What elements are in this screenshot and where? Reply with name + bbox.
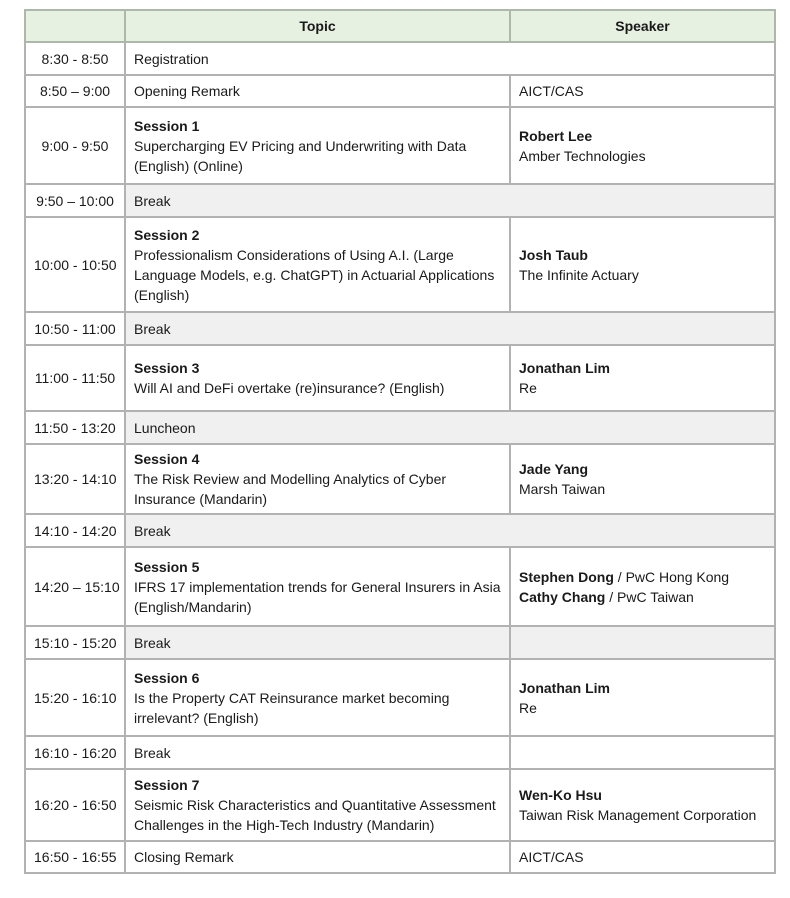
session-label: Session 2 (134, 226, 200, 243)
agenda-row (25, 444, 775, 514)
session-label: Session 7 (134, 777, 200, 793)
speaker-name: Josh Taub (519, 246, 588, 263)
topic-cell (125, 217, 510, 312)
time-cell: 15:20 - 16:10 (25, 659, 125, 736)
agenda-row (25, 345, 775, 411)
topic-cell: Break (125, 514, 775, 547)
topic-cell: Registration (125, 42, 775, 75)
session-title: IFRS 17 implementation trends for General Insurers in Asia (English/Mandarin) (134, 578, 501, 615)
time-cell: 13:20 - 14:10 (25, 444, 125, 514)
time-cell: 11:00 - 11:50 (25, 345, 125, 411)
topic-cell (125, 345, 510, 411)
speaker-line (519, 358, 766, 378)
speaker-cell (510, 626, 775, 659)
speaker-org: Marsh Taiwan (519, 481, 606, 497)
time-cell: 14:10 - 14:20 (25, 514, 125, 547)
topic-cell (125, 547, 510, 626)
session-title: Seismic Risk Characteristics and Quantitative Assessment Challenges in the High-Tech Industry (Mandarin) (134, 797, 496, 833)
speaker-cell (510, 659, 775, 736)
speaker-name: Cathy Chang (519, 588, 606, 605)
session-title: Professionalism Considerations of Using A.I. (Large Language Models, e.g. ChatGPT) in Actuarial Applications (English) (134, 246, 495, 303)
topic-cell: Break (125, 184, 775, 217)
session-label: Session 5 (134, 558, 200, 575)
speaker-cell (510, 769, 775, 841)
session-title: Supercharging EV Pricing and Underwriting with Data (English) (Online) (134, 137, 467, 174)
speaker-line: Stephen Dong / PwC Hong Kong (519, 568, 730, 585)
header-topic: Topic (125, 10, 510, 42)
agenda-table (24, 9, 776, 874)
topic-cell (125, 444, 510, 514)
agenda-row (25, 769, 775, 841)
speaker-org: PwC Taiwan (617, 588, 694, 605)
time-cell: 9:50 – 10:00 (25, 184, 125, 217)
agenda-body (25, 42, 775, 873)
agenda-row (25, 659, 775, 736)
agenda-row (25, 75, 775, 107)
topic-cell: Opening Remark (125, 75, 510, 107)
speaker-line (519, 678, 766, 698)
speaker-org: PwC Hong Kong (625, 568, 730, 585)
speaker-cell (510, 444, 775, 514)
speaker-org: Amber Technologies (519, 147, 646, 164)
time-cell: 8:30 - 8:50 (25, 42, 125, 75)
speaker-name: Robert Lee (519, 127, 593, 144)
agenda-row (25, 841, 775, 873)
time-cell: 16:10 - 16:20 (25, 736, 125, 769)
speaker-org: Re (519, 380, 537, 396)
speaker-line (519, 126, 766, 146)
speaker-org: The Infinite Actuary (519, 266, 639, 283)
topic-cell (125, 107, 510, 184)
topic-cell: Closing Remark (125, 841, 510, 873)
agenda-row (25, 411, 775, 444)
time-cell: 16:20 - 16:50 (25, 769, 125, 841)
speaker-org: Taiwan Risk Management Corporation (519, 807, 757, 823)
agenda-row (25, 626, 775, 659)
agenda-row (25, 736, 775, 769)
speaker-cell (510, 107, 775, 184)
topic-cell: Break (125, 736, 510, 769)
speaker-cell: AICT/CAS (510, 841, 775, 873)
speaker-cell (510, 547, 775, 626)
speaker-line (519, 245, 766, 265)
agenda-row (25, 42, 775, 75)
agenda-row (25, 312, 775, 345)
topic-cell: Break (125, 312, 775, 345)
speaker-line: Cathy Chang / PwC Taiwan (519, 588, 694, 605)
time-cell: 14:20 – 15:10 (25, 547, 125, 626)
speaker-name: Jade Yang (519, 461, 589, 477)
session-label: Session 3 (134, 360, 200, 376)
time-cell: 15:10 - 15:20 (25, 626, 125, 659)
agenda-row (25, 184, 775, 217)
session-title: Is the Property CAT Reinsurance market becoming irrelevant? (English) (134, 689, 450, 726)
time-cell: 16:50 - 16:55 (25, 841, 125, 873)
time-cell: 10:50 - 11:00 (25, 312, 125, 345)
time-cell: 10:00 - 10:50 (25, 217, 125, 312)
speaker-name: Jonathan Lim (519, 679, 611, 696)
speaker-cell (510, 345, 775, 411)
speaker-line (519, 459, 766, 479)
topic-cell: Break (125, 626, 510, 659)
time-cell: 9:00 - 9:50 (25, 107, 125, 184)
agenda-row (25, 217, 775, 312)
session-title: The Risk Review and Modelling Analytics of Cyber Insurance (Mandarin) (134, 471, 447, 507)
header-speaker: Speaker (510, 10, 775, 42)
speaker-name: Wen-Ko Hsu (519, 787, 602, 803)
session-label: Session 4 (134, 451, 200, 467)
time-cell: 8:50 – 9:00 (25, 75, 125, 107)
agenda-row (25, 547, 775, 626)
agenda-row (25, 514, 775, 547)
speaker-cell (510, 217, 775, 312)
header-row (25, 10, 775, 42)
topic-cell (125, 769, 510, 841)
time-cell: 11:50 - 13:20 (25, 411, 125, 444)
session-label: Session 1 (134, 117, 200, 134)
speaker-cell: AICT/CAS (510, 75, 775, 107)
topic-cell (125, 659, 510, 736)
topic-cell: Luncheon (125, 411, 775, 444)
speaker-name: Stephen Dong (519, 568, 614, 585)
session-title: Will AI and DeFi overtake (re)insurance? (English) (134, 380, 445, 396)
agenda-row (25, 107, 775, 184)
speaker-line (519, 785, 766, 805)
speaker-cell (510, 736, 775, 769)
speaker-name: Jonathan Lim (519, 360, 611, 376)
speaker-org: Re (519, 699, 537, 716)
header-time (25, 10, 125, 42)
session-label: Session 6 (134, 669, 200, 686)
